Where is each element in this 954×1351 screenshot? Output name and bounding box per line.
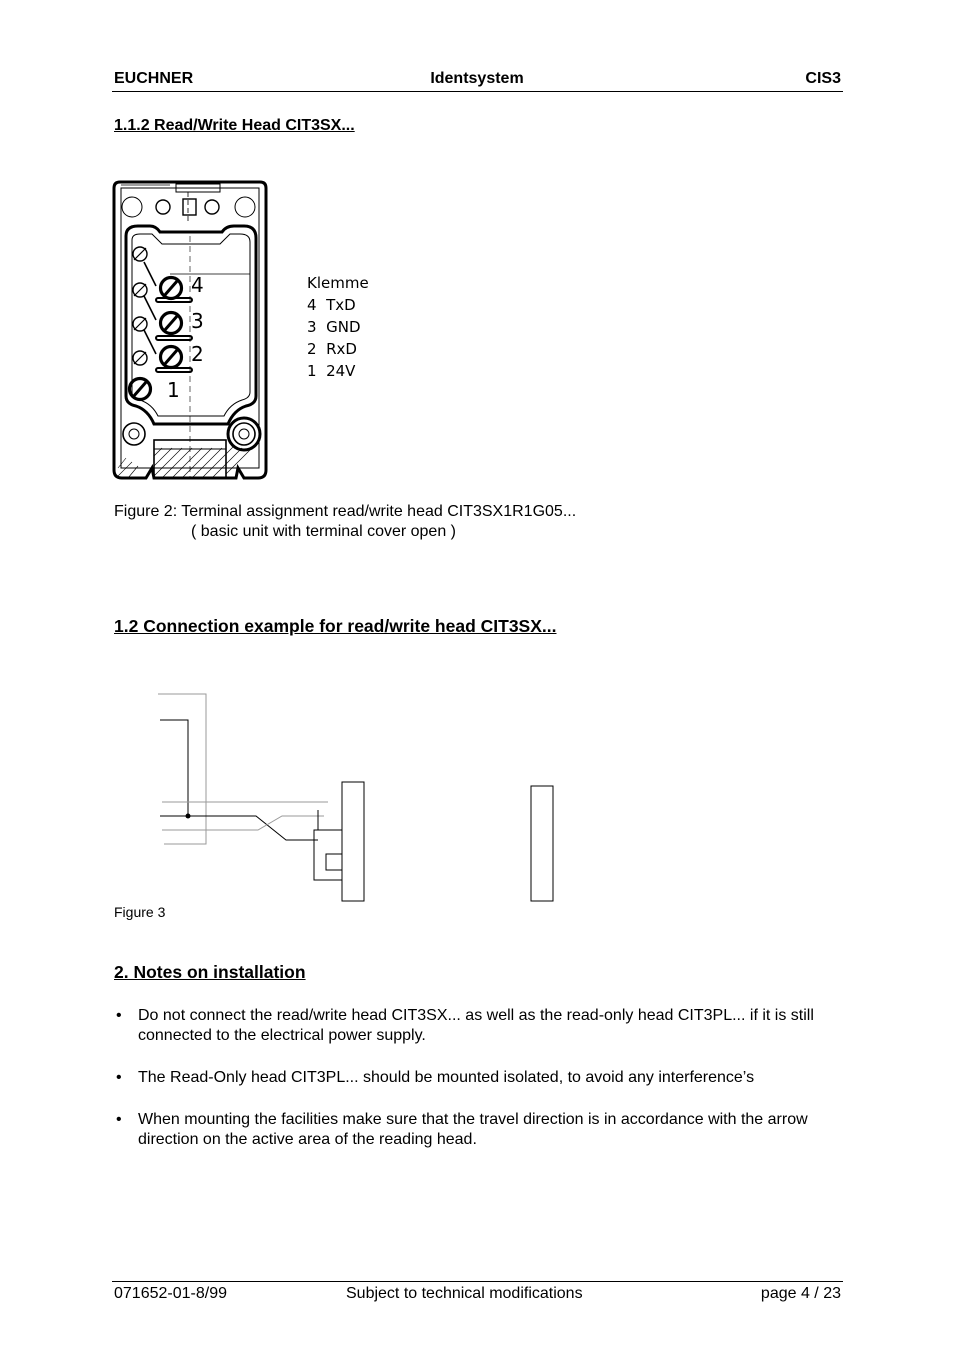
header-company: EUCHNER <box>114 70 194 87</box>
header-title: Identsystem <box>430 70 524 87</box>
footer-doc-number: 071652-01-8/99 <box>114 1285 227 1302</box>
figure-2-caption-line2: ( basic unit with terminal cover open ) <box>191 523 456 540</box>
terminal-legend-row: 3 GND <box>307 318 361 336</box>
terminal-legend-row: 2 RxD <box>307 340 357 358</box>
list-item: • Do not connect the read/write head CIT3SX... as well as the read-only head CIT3PL... if it is still connected to the electrical power supply. <box>116 1007 814 1044</box>
terminal-number-2: 2 <box>191 342 204 366</box>
list-item: • When mounting the facilities make sure that the travel direction is in accordance with the arrow direction on the active area of the reading head. <box>116 1111 808 1148</box>
installation-notes-list <box>114 1006 845 1172</box>
footer-rule <box>112 1281 843 1282</box>
connection-diagram <box>150 690 570 906</box>
terminal-legend <box>307 272 369 382</box>
figure-3-caption: Figure 3 <box>114 904 166 920</box>
terminal-legend-row: 4 TxD <box>307 296 356 314</box>
terminal-number-4: 4 <box>191 273 204 297</box>
header-rule <box>112 91 843 92</box>
bullet-icon: • <box>116 1111 122 1128</box>
header-product: CIS3 <box>805 70 841 87</box>
figure-2-caption <box>114 502 576 542</box>
footer-notice: Subject to technical modifications <box>346 1285 583 1302</box>
terminal-number-3: 3 <box>191 309 204 333</box>
bullet-icon: • <box>116 1069 122 1086</box>
bullet-icon: • <box>116 1007 122 1024</box>
list-item: • The Read-Only head CIT3PL... should be mounted isolated, to avoid any interference’s <box>116 1069 755 1086</box>
footer-page-number: page 4 / 23 <box>760 1285 841 1302</box>
section-heading-1-1-2: 1.1.2 Read/Write Head CIT3SX... <box>114 117 355 134</box>
section-heading-2: 2. Notes on installation <box>114 962 306 982</box>
terminal-legend-row: 1 24V <box>307 362 356 380</box>
section-heading-1-2: 1.2 Connection example for read/write head CIT3SX... <box>114 616 557 636</box>
terminal-drawing <box>110 178 270 484</box>
terminal-number-1: 1 <box>167 378 180 402</box>
figure-2-caption-line1: Figure 2: Terminal assignment read/write head CIT3SX1R1G05... <box>114 503 577 520</box>
terminal-legend-title: Klemme <box>307 274 369 292</box>
